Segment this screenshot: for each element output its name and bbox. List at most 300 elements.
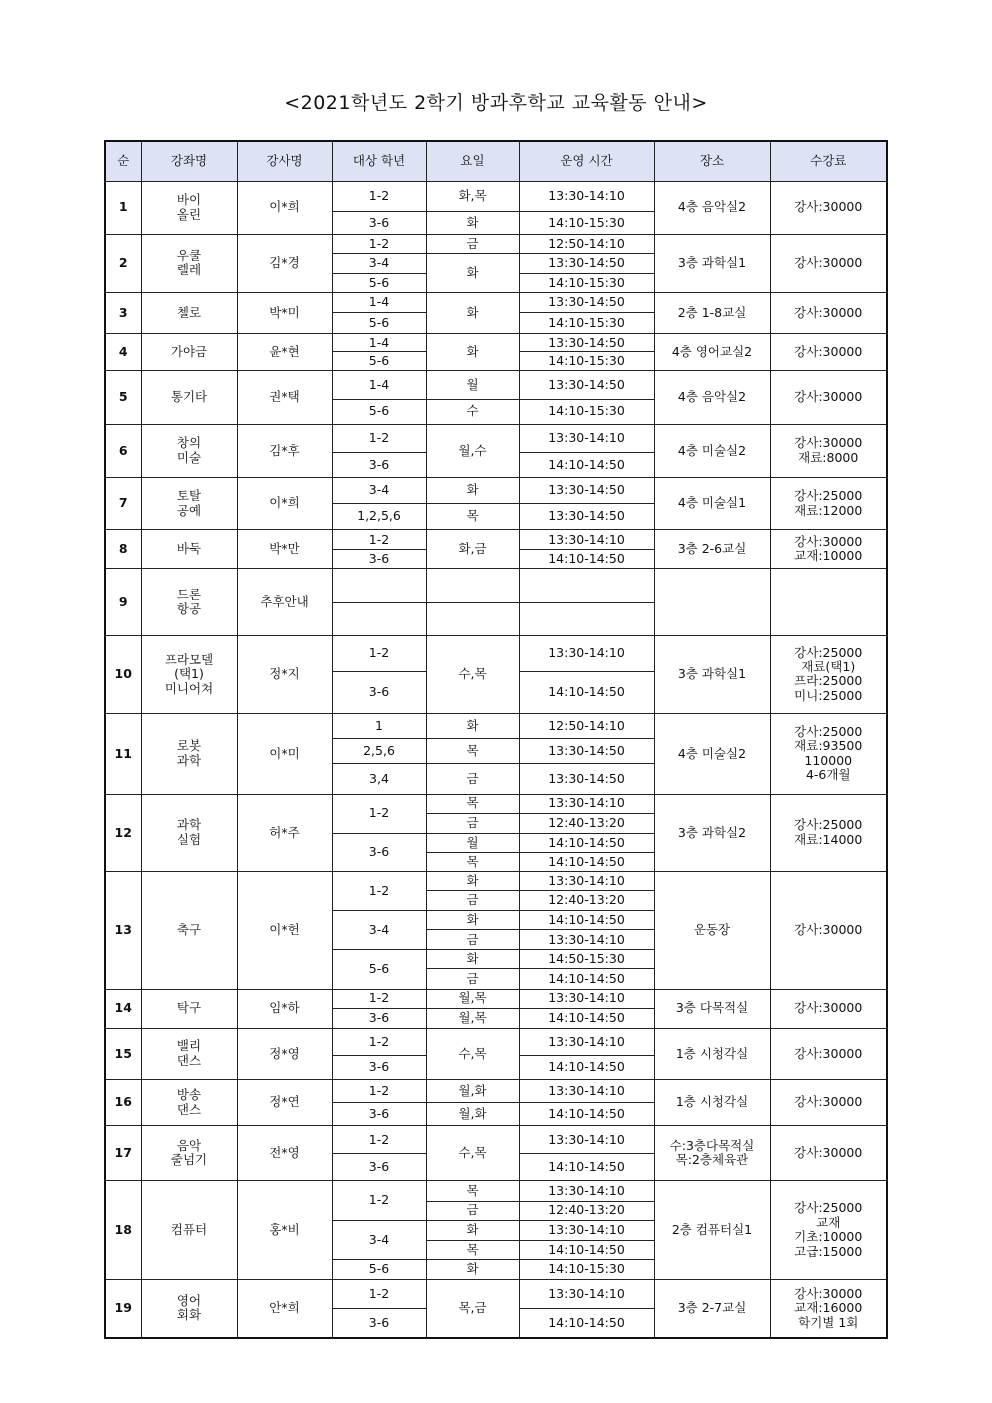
class-place-line: 4층 미술실2 [677, 745, 747, 761]
class-day: 금 [426, 813, 519, 833]
table-row [105, 1279, 887, 1308]
class-day: 화 [426, 714, 519, 739]
header-course: 강좌명 [141, 141, 237, 181]
course-name-line: 탁구 [176, 1000, 202, 1016]
class-time: 13:30-14:10 [519, 1079, 654, 1102]
class-time: 14:10-14:50 [519, 852, 654, 871]
class-day: 화,금 [426, 530, 519, 569]
tuition-fee-line: 강사:30000 [794, 199, 863, 215]
class-day: 금 [426, 234, 519, 253]
class-day: 목 [426, 504, 519, 530]
class-time: 12:40-13:20 [519, 891, 654, 911]
tuition-fee-line: 재료:12000 [794, 502, 863, 518]
course-name-line: 줄넘기 [170, 1152, 208, 1168]
course-name-line: 렐레 [176, 262, 202, 278]
tuition-fee [770, 530, 887, 569]
class-place-line: 3층 2-7교실 [677, 1300, 747, 1316]
target-grade: 1-2 [332, 1279, 426, 1308]
class-place-line: 수:3층다목적실 [669, 1137, 755, 1153]
table-row [105, 871, 887, 890]
course-name-line: 미술 [176, 449, 202, 465]
course-name [141, 424, 237, 477]
tuition-fee-line: 재료:14000 [794, 831, 863, 847]
target-grade: 5-6 [332, 950, 426, 989]
target-grade: 5-6 [332, 273, 426, 292]
course-name-line: 올린 [176, 206, 202, 222]
course-name-line: 로봇 [176, 738, 202, 754]
course-number: 6 [105, 424, 141, 477]
course-name-line: 프라모델 [164, 651, 214, 667]
class-day: 목,금 [426, 1279, 519, 1338]
course-number: 7 [105, 477, 141, 529]
class-time: 14:10-15:30 [519, 399, 654, 424]
target-grade: 3-6 [332, 1309, 426, 1338]
tuition-fee-line: 강사:25000 [794, 817, 863, 833]
course-number: 2 [105, 234, 141, 292]
tuition-fee-line: 강사:25000 [794, 724, 863, 740]
target-grade: 1-2 [332, 989, 426, 1008]
table-row [105, 530, 887, 550]
target-grade: 2,5,6 [332, 739, 426, 764]
tuition-fee [770, 794, 887, 871]
class-time: 13:30-14:50 [519, 739, 654, 764]
course-number: 12 [105, 794, 141, 871]
target-grade: 3-6 [332, 833, 426, 871]
tuition-fee [770, 293, 887, 334]
course-name-line: (택1) [174, 666, 204, 682]
class-time: 13:30-14:50 [519, 371, 654, 399]
class-time: 13:30-14:50 [519, 334, 654, 352]
course-number: 3 [105, 293, 141, 334]
course-name-line: 과학 [176, 752, 202, 768]
tuition-fee-line: 프라:25000 [794, 673, 863, 689]
class-time: 12:50-14:10 [519, 714, 654, 739]
tuition-fee-line: 학기별 1회 [798, 1314, 859, 1330]
tuition-fee-line: 4-6개월 [805, 767, 851, 783]
tuition-fee-line: 재료:8000 [798, 449, 859, 465]
target-grade: 3-6 [332, 452, 426, 477]
class-place [654, 424, 770, 477]
teacher-name: 박*만 [237, 530, 332, 569]
course-number: 9 [105, 569, 141, 635]
class-day: 월 [426, 371, 519, 399]
class-place [654, 1279, 770, 1338]
class-time: 12:40-13:20 [519, 1201, 654, 1220]
class-day: 수,목 [426, 635, 519, 713]
target-grade: 1-2 [332, 1079, 426, 1102]
class-day: 화 [426, 871, 519, 890]
course-name-line: 우쿨 [176, 248, 202, 264]
class-time: 13:30-14:10 [519, 424, 654, 452]
teacher-name: 홍*비 [237, 1181, 332, 1279]
tuition-fee [770, 424, 887, 477]
target-grade: 3,4 [332, 764, 426, 794]
class-time: 14:50-15:30 [519, 950, 654, 969]
class-day: 금 [426, 930, 519, 950]
class-time: 14:10-14:50 [519, 833, 654, 852]
tuition-fee-line: 기초:10000 [794, 1229, 863, 1245]
class-place-line: 4층 음악실2 [677, 199, 747, 215]
class-day: 월,수 [426, 424, 519, 477]
class-time: 14:10-14:50 [519, 452, 654, 477]
target-grade [332, 569, 426, 602]
teacher-name: 이*희 [237, 181, 332, 234]
teacher-name: 안*희 [237, 1279, 332, 1338]
table-row [105, 293, 887, 313]
class-day: 수,목 [426, 1126, 519, 1181]
class-time: 13:30-14:10 [519, 871, 654, 890]
course-name-line: 미니어쳐 [164, 680, 214, 696]
course-name-line: 댄스 [176, 1101, 202, 1117]
class-time: 14:10-14:50 [519, 1154, 654, 1181]
class-time: 14:10-14:50 [519, 911, 654, 930]
class-time: 13:30-14:10 [519, 1279, 654, 1308]
tuition-fee [770, 234, 887, 292]
teacher-name: 김*후 [237, 424, 332, 477]
course-name [141, 714, 237, 794]
tuition-fee [770, 371, 887, 424]
class-place-line: 4층 영어교실2 [671, 344, 753, 360]
class-place-line: 1층 시청각실 [675, 1045, 749, 1061]
class-time: 14:10-15:30 [519, 313, 654, 334]
class-place-line: 3층 과학실1 [677, 255, 747, 271]
table-row [105, 1028, 887, 1055]
course-name-line: 창의 [176, 435, 202, 451]
table-row [105, 1181, 887, 1201]
class-day: 금 [426, 1201, 519, 1220]
course-name-line: 첼로 [176, 304, 202, 320]
class-day: 화,목 [426, 181, 519, 211]
course-name-line: 통기타 [170, 389, 208, 405]
teacher-name: 추후안내 [237, 569, 332, 635]
class-time: 14:10-14:50 [519, 671, 654, 713]
tuition-fee-line: 재료(택1) [801, 659, 856, 675]
class-time: 13:30-14:50 [519, 764, 654, 794]
course-number: 19 [105, 1279, 141, 1338]
teacher-name: 정*연 [237, 1079, 332, 1125]
class-day: 목 [426, 852, 519, 871]
course-name [141, 1181, 237, 1279]
class-time: 13:30-14:10 [519, 1220, 654, 1240]
target-grade: 1 [332, 714, 426, 739]
table-row [105, 714, 887, 739]
course-name [141, 371, 237, 424]
class-day: 화 [426, 293, 519, 334]
class-place [654, 334, 770, 371]
table-row [105, 234, 887, 253]
course-number: 4 [105, 334, 141, 371]
target-grade: 1-2 [332, 794, 426, 833]
target-grade: 3-6 [332, 1008, 426, 1028]
class-place [654, 635, 770, 713]
class-place [654, 714, 770, 794]
target-grade: 3-4 [332, 477, 426, 503]
class-time: 13:30-14:50 [519, 504, 654, 530]
target-grade: 5-6 [332, 1259, 426, 1279]
course-name-line: 드론 [176, 586, 202, 602]
class-time: 14:10-14:50 [519, 1055, 654, 1079]
course-name [141, 530, 237, 569]
table-row [105, 424, 887, 452]
teacher-name: 허*주 [237, 794, 332, 871]
table-row [105, 181, 887, 211]
course-name [141, 871, 237, 989]
table-row [105, 1079, 887, 1102]
course-number: 16 [105, 1079, 141, 1125]
target-grade: 3-6 [332, 1103, 426, 1126]
target-grade: 1-4 [332, 334, 426, 352]
course-number: 15 [105, 1028, 141, 1079]
class-time: 12:50-14:10 [519, 234, 654, 253]
class-place [654, 1028, 770, 1079]
tuition-fee-line: 강사:25000 [794, 644, 863, 660]
tuition-fee-line: 강사:30000 [794, 255, 863, 271]
tuition-fee-line: 교재:16000 [794, 1300, 863, 1316]
tuition-fee [770, 871, 887, 989]
course-number: 18 [105, 1181, 141, 1279]
course-name [141, 989, 237, 1028]
class-day: 화 [426, 1220, 519, 1240]
tuition-fee [770, 569, 887, 635]
target-grade: 5-6 [332, 352, 426, 371]
course-name [141, 635, 237, 713]
teacher-name: 윤*현 [237, 334, 332, 371]
course-name [141, 1126, 237, 1181]
target-grade: 3-6 [332, 211, 426, 234]
tuition-fee [770, 989, 887, 1028]
course-name [141, 794, 237, 871]
course-name-line: 음악 [176, 1137, 202, 1153]
table-row [105, 989, 887, 1008]
class-day: 화 [426, 911, 519, 930]
teacher-name: 이*희 [237, 477, 332, 529]
target-grade: 1-2 [332, 530, 426, 550]
tuition-fee-line: 강사:30000 [794, 389, 863, 405]
class-place-line: 4층 음악실2 [677, 389, 747, 405]
class-time: 13:30-14:10 [519, 1181, 654, 1201]
tuition-fee [770, 181, 887, 234]
class-place [654, 371, 770, 424]
class-day: 월,목 [426, 989, 519, 1008]
course-name-line: 댄스 [176, 1052, 202, 1068]
class-place [654, 477, 770, 529]
table-row [105, 1126, 887, 1154]
tuition-fee-line: 강사:30000 [794, 533, 863, 549]
tuition-fee [770, 1079, 887, 1125]
header-fee: 수강료 [770, 141, 887, 181]
class-time: 13:30-14:10 [519, 635, 654, 671]
target-grade: 1-2 [332, 1181, 426, 1220]
target-grade: 1,2,5,6 [332, 504, 426, 530]
class-place [654, 1079, 770, 1125]
document-title: <2021학년도 2학기 방과후학교 교육활동 안내> [284, 92, 708, 114]
tuition-fee [770, 477, 887, 529]
class-place-line: 3층 과학실1 [677, 666, 747, 682]
target-grade: 3-4 [332, 911, 426, 950]
course-name-line: 토탈 [176, 488, 202, 504]
tuition-fee [770, 1279, 887, 1338]
tuition-fee-line: 고급:15000 [794, 1243, 863, 1259]
class-day: 월,목 [426, 1008, 519, 1028]
class-time: 14:10-14:50 [519, 1008, 654, 1028]
class-day: 목 [426, 1240, 519, 1259]
table-row [105, 371, 887, 399]
course-name [141, 1279, 237, 1338]
target-grade: 3-6 [332, 671, 426, 713]
course-name-line: 바둑 [176, 541, 202, 557]
course-name [141, 569, 237, 635]
target-grade: 3-6 [332, 550, 426, 569]
class-day: 월,화 [426, 1103, 519, 1126]
course-name-line: 실험 [176, 831, 202, 847]
class-time: 14:10-14:50 [519, 1103, 654, 1126]
course-number: 14 [105, 989, 141, 1028]
class-day: 목 [426, 739, 519, 764]
tuition-fee-line: 강사:30000 [794, 344, 863, 360]
class-day: 금 [426, 891, 519, 911]
class-place-line: 2층 컴퓨터실1 [671, 1222, 753, 1237]
class-time: 13:30-14:10 [519, 530, 654, 550]
class-place-line: 1층 시청각실 [675, 1094, 749, 1110]
teacher-name: 박*미 [237, 293, 332, 334]
class-day: 목 [426, 1181, 519, 1201]
class-day: 화 [426, 477, 519, 503]
course-name-line: 방송 [176, 1087, 202, 1103]
class-place-line: 4층 미술실1 [677, 495, 747, 511]
target-grade: 1-2 [332, 234, 426, 253]
header-place: 장소 [654, 141, 770, 181]
class-place [654, 871, 770, 989]
target-grade: 1-2 [332, 635, 426, 671]
tuition-fee-line: 강사:30000 [794, 304, 863, 320]
header-grade: 대상 학년 [332, 141, 426, 181]
tuition-fee [770, 635, 887, 713]
course-name-line: 회화 [176, 1307, 202, 1323]
class-place [654, 989, 770, 1028]
teacher-name: 이*미 [237, 714, 332, 794]
tuition-fee-line: 강사:25000 [794, 488, 863, 504]
class-place-line: 4층 미술실2 [677, 442, 747, 458]
tuition-fee-line: 미니:25000 [794, 687, 863, 703]
tuition-fee-line: 110000 [804, 752, 853, 768]
class-place [654, 1126, 770, 1181]
tuition-fee [770, 1126, 887, 1181]
class-day: 목 [426, 794, 519, 813]
header-time: 운영 시간 [519, 141, 654, 181]
class-time: 13:30-14:10 [519, 930, 654, 950]
target-grade: 1-2 [332, 1126, 426, 1154]
target-grade: 3-4 [332, 1220, 426, 1259]
course-name-line: 항공 [176, 601, 202, 617]
class-place [654, 794, 770, 871]
header-no: 순 [105, 141, 141, 181]
class-day: 화 [426, 211, 519, 234]
class-time: 13:30-14:10 [519, 794, 654, 813]
header-teacher: 강사명 [237, 141, 332, 181]
teacher-name: 임*하 [237, 989, 332, 1028]
class-time: 13:30-14:50 [519, 253, 654, 273]
target-grade: 1-4 [332, 293, 426, 313]
course-name [141, 477, 237, 529]
class-day: 수 [426, 399, 519, 424]
class-day: 금 [426, 764, 519, 794]
class-place [654, 530, 770, 569]
class-place-line: 3층 다목적실 [675, 1000, 749, 1016]
target-grade: 1-2 [332, 871, 426, 910]
class-time [519, 602, 654, 635]
class-time: 14:10-15:30 [519, 273, 654, 292]
target-grade: 1-2 [332, 181, 426, 211]
course-number: 13 [105, 871, 141, 989]
schedule-table [104, 140, 888, 1339]
class-time: 13:30-14:10 [519, 1028, 654, 1055]
class-day: 화 [426, 950, 519, 969]
target-grade: 3-4 [332, 253, 426, 273]
target-grade: 3-6 [332, 1154, 426, 1181]
class-time: 12:40-13:20 [519, 813, 654, 833]
tuition-fee-line: 강사:30000 [794, 1145, 863, 1161]
tuition-fee-line: 강사:25000 [794, 1200, 863, 1216]
class-time: 14:10-15:30 [519, 352, 654, 371]
class-place [654, 293, 770, 334]
class-day: 화 [426, 253, 519, 292]
course-number: 11 [105, 714, 141, 794]
tuition-fee-line: 강사:30000 [794, 435, 863, 451]
course-name-line: 밸리 [176, 1038, 202, 1054]
tuition-fee-line: 교재 [816, 1214, 841, 1230]
class-place-line: 운동장 [693, 922, 731, 938]
course-name [141, 334, 237, 371]
teacher-name: 전*영 [237, 1126, 332, 1181]
tuition-fee-line: 교재:10000 [794, 548, 863, 564]
table-row [105, 569, 887, 602]
class-time: 13:30-14:50 [519, 477, 654, 503]
class-time: 14:10-14:50 [519, 550, 654, 569]
class-place-line: 3층 2-6교실 [677, 541, 747, 557]
teacher-name: 김*경 [237, 234, 332, 292]
class-place [654, 569, 770, 635]
class-time: 13:30-14:10 [519, 989, 654, 1008]
table-row [105, 477, 887, 503]
tuition-fee [770, 714, 887, 794]
course-name-line: 과학 [176, 817, 202, 833]
tuition-fee-line: 강사:30000 [794, 1285, 863, 1301]
tuition-fee [770, 334, 887, 371]
course-name [141, 1079, 237, 1125]
course-name-line: 공예 [176, 502, 202, 518]
course-number: 8 [105, 530, 141, 569]
class-day [426, 569, 519, 602]
tuition-fee-line: 강사:30000 [794, 1094, 863, 1110]
course-name-line: 영어 [176, 1293, 202, 1309]
header-day: 요일 [426, 141, 519, 181]
tuition-fee-line: 강사:30000 [794, 1045, 863, 1061]
tuition-fee [770, 1181, 887, 1279]
class-time: 13:30-14:10 [519, 181, 654, 211]
course-name-line: 가야금 [170, 344, 208, 360]
course-number: 17 [105, 1126, 141, 1181]
class-place-line: 목:2층체육관 [675, 1152, 749, 1168]
class-time [519, 569, 654, 602]
teacher-name: 이*헌 [237, 871, 332, 989]
schedule-body [105, 181, 887, 1338]
class-time: 14:10-14:50 [519, 1240, 654, 1259]
header-row [105, 141, 887, 181]
course-name [141, 1028, 237, 1079]
class-day: 화 [426, 1259, 519, 1279]
target-grade: 5-6 [332, 399, 426, 424]
table-row [105, 334, 887, 352]
